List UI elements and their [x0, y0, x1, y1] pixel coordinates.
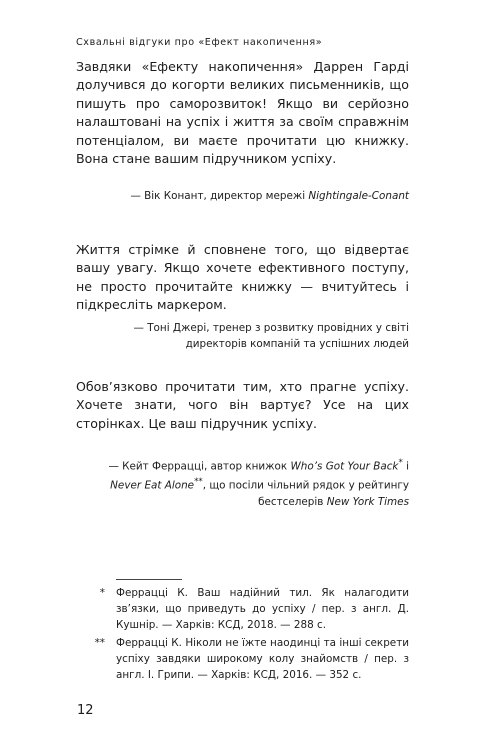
footnote-mark: * — [99, 587, 105, 599]
testimonial-quote: Завдяки «Ефекту накопичення» Даррен Гарді долучився до когорти великих письменників, що пишуть про саморозвиток! Якщо ви серйозно налаштовані на успіх і життя за своїм справжнім потенціалом, ви маєте прочитати цю книжку. Вона стане вашим підручником успіху. — [76, 59, 409, 167]
book-title: Never Eat Alone — [110, 479, 195, 492]
attribution-text: , що посіли чільний рядок у рейтингу бестселерів — [202, 479, 409, 508]
attribution-text: — Кейт Феррацці, автор книжок — [108, 460, 291, 473]
testimonial-attribution — [89, 188, 409, 204]
page-number: 12 — [77, 703, 94, 718]
publication-name: New York Times — [326, 495, 409, 508]
attribution-organization: Nightingale-Conant — [308, 190, 409, 202]
running-header: Схвальні відгуки про «Ефект накопичення» — [76, 37, 323, 48]
footnote-text: Феррацці К. Ніколи не їжте наодинці та інші секрети успіху завдяки широкому колу знайомств / пер. з англ. І. Грипи. — Харків: КСД, 2016. — 352 с. — [116, 637, 409, 681]
footnote-ref: ** — [194, 477, 203, 488]
testimonial-attribution — [89, 455, 409, 510]
footnote-mark: ** — [94, 637, 105, 649]
footnote-text: Феррацці К. Ваш надійний тил. Як налагодити зв’язки, що приведуть до успіху / пер. з англ. Д. Кушнір. — Харків: КСД, 2018. — 288 с. — [116, 587, 409, 631]
testimonial-quote: Життя стрімке й сповнене того, що відвертає вашу увагу. Якщо хочете ефективного поступу, не просто прочитайте книжку — вчитуйтесь і підкресліть маркером. — [76, 242, 409, 313]
book-title: Who’s Got Your Back — [290, 460, 399, 473]
footnote-divider — [116, 579, 182, 580]
footnote — [76, 585, 409, 633]
attribution-text: і — [402, 460, 409, 473]
footnote-ref: * — [398, 458, 403, 468]
footnote — [76, 635, 409, 683]
testimonial-quote: Обов’язково прочитати тим, хто прагне успіху. Хочете знати, чого він вартує? Усе на цих сторінках. Це ваш підручник успіху. — [76, 379, 409, 431]
attribution-text: — Вік Конант, директор мережі — [130, 190, 309, 202]
testimonial-attribution: — Тоні Джері, тренер з розвитку провідних у світі директорів компаній та успішних людей — [133, 322, 409, 350]
